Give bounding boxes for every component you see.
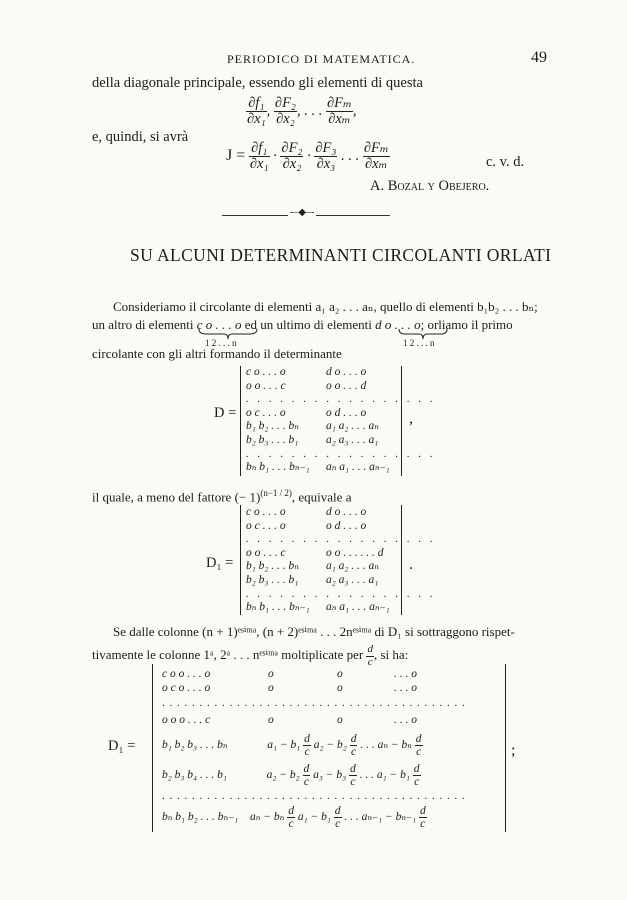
matrix-cell: aₙ a₁ . . . aₙ₋₁ [326,461,390,474]
matrix-dots: . . . . . . . . . . . . . . . . . [246,447,436,460]
d-label: D = [214,405,237,421]
frac-d-over-c: $\frac{d}{c}$ [303,763,310,789]
intro-line-1: della diagonale principale, essendo gli elementi di questa [92,75,423,91]
d-trailing: , [409,410,413,427]
matrix-dots: . . . . . . . . . . . . . . . . . . . . . . . . . . . . . . . . . . . . . . . . . [162,790,466,802]
matrix-cell: a₁ a₂ . . . aₙ [326,560,379,573]
divider-ornament: -–◆–- [290,207,315,218]
j-formula: J = $\frac{\text{∂f₁}}{\text{∂x₁}}$ · $\frac{\text{∂F₂}}{\text{∂x₂}}$ · $\frac{\text{∂F₃}}{\text{∂x₃}}$ . . . $\frac{\text{∂Fₘ}}{\text{∂xₘ}}$ [226,140,389,173]
matrix-cell: o o . . . c [246,546,286,559]
brace-label-2: 1 2 . . . n [403,338,435,348]
matrix-cell: a₁ a₂ . . . aₙ [326,420,379,433]
para3-line2: tivamente le colonne 1ᵃ, 2ᵃ . . . nᵉˢⁱᵐᵃ moltiplicate per $\frac{d}{c}$ , si ha: [92,643,409,668]
author: A. Bozal y Obejero. [370,178,490,194]
frac-d-over-c: $\frac{d}{c}$ [415,733,422,759]
d1b-bar-right [505,664,506,832]
section-title: SU ALCUNI DETERMINANTI CIRCOLANTI ORLATI [130,245,552,265]
matrix-cell: b₂ b₃ . . . b₁ [246,433,299,446]
d1b-top-c3: . . . o . . . o [394,668,417,694]
d1b-top-c2: o o [337,668,343,694]
matrix-cell: b₁ b₂ . . . bₙ [246,420,299,433]
running-title: PERIODICO DI MATEMATICA. [227,52,416,66]
diag-frac-3: $\frac{\text{∂Fₘ}}{\text{∂xₘ}}$ [326,95,352,128]
d1-col-right [326,506,390,615]
diag-frac-2: $\frac{\text{∂F₂}}{\text{∂x₂}}$ [274,95,296,128]
matrix-cell: o c o . . . o [162,682,211,694]
frac-d-over-c: $\frac{d}{c}$ [413,763,420,789]
matrix-cell: o d . . . o [326,406,367,419]
brace-group-c: c o . . . o [196,317,242,332]
matrix-cell: o o . . . . . . d [326,546,384,559]
page-number: 49 [531,49,547,66]
frac-d-over-c: $\frac{d}{c}$ [304,733,310,759]
d1-bar-left [240,505,241,615]
matrix-cell: d o . . . o [326,366,367,378]
para1-line3: circolante con gli altri formando il determinante [92,346,342,361]
qed: c. v. d. [486,154,525,170]
diag-frac-1: $\frac{\text{∂f₁}}{\text{∂x₁}}$ [247,95,266,128]
matrix-dots: . . . . . . . . . . . . . . . . . [246,587,436,600]
d-bar-left [240,366,241,476]
frac-d-over-c: $\frac{d}{c}$ [350,733,357,759]
d1b-top-c1: o o [268,668,274,694]
para2: il quale, a meno del fattore (− 1)$^{(n-1 / 2)}$, equivale a [92,488,352,505]
matrix-cell: bₙ b₁ . . . bₙ₋₁ [246,601,310,614]
frac-d-over-c: $\frac{d}{c}$ [419,805,426,831]
d1b-brow-n: bₙ b₁ b₂ . . . bₙ₋₁ aₙ − bₙ $\frac{d}{c}$ a₁ − b₁ $\frac{d}{c}$ . . . aₙ₋₁ − bₙ₋₁ $\frac{d}{c}$ [162,805,426,831]
j-frac-1: $\frac{\text{∂f₁}}{\text{∂x₁}}$ [249,140,269,173]
d1b-brow-2: b₂ b₃ b₄ . . . b₁ a₂ − b₂ $\frac{d}{c}$ a₃ − b₃ $\frac{d}{c}$ . . . a₁ − b₁ $\frac{d}{c}$ [162,763,420,789]
frac-d-over-c: $\frac{d}{c}$ [288,805,294,831]
matrix-cell: o o . . . c [246,379,286,392]
matrix-cell: o c . . . o [246,406,286,419]
matrix-cell: o [268,714,274,726]
matrix-cell: o [337,714,343,726]
matrix-cell: c o o . . . o [162,668,211,680]
matrix-cell: c o . . . o [246,366,286,378]
matrix-cell: b₁ b₂ . . . bₙ [246,560,299,573]
matrix-cell: o d . . . o [326,519,367,532]
para1-line2: un altro di elementi c o . . . o ed un ultimo di elementi d o . . . o; orliamo il primo [92,317,513,332]
d1b-top-left [162,667,210,695]
matrix-cell: bₙ b₁ . . . bₙ₋₁ [246,461,310,474]
d-col-right [326,366,390,475]
matrix-cell: o o o . . . c [162,714,211,726]
brace-label-1: 1 2 . . . n [205,338,237,348]
factor-exponent: (n−1 / 2) [260,488,292,498]
d1b-brow-1: b₁ b₂ b₃ . . . bₙ a₁ − b₁ $\frac{d}{c}$ a₂ − b₂ $\frac{d}{c}$ . . . aₙ − bₙ $\frac{d}{c}$ [162,733,422,759]
j-frac-4: $\frac{\text{∂Fₘ}}{\text{∂xₘ}}$ [363,140,389,173]
matrix-cell: o c . . . o [246,519,286,532]
brace-group-d: d o . . . o [375,317,421,332]
intro-line-2: e, quindi, si avrà [92,129,189,145]
para3-line1: Se dalle colonne (n + 1)ᵉˢⁱᵐᵃ, (n + 2)ᵉˢⁱᵐᵃ . . . 2nᵉˢⁱᵐᵃ di D₁ si sottraggono rispet- [113,624,515,639]
matrix-dots: . . . . . . . . . . . . . . . . . . . . . . . . . . . . . . . . . . . . . . . . . [162,697,466,709]
frac-d-over-c: $\frac{d}{c}$ [334,805,341,831]
matrix-cell: a₂ a₃ . . . a₁ [326,573,379,586]
matrix-cell: d o . . . o [326,506,367,518]
d1-label: D₁ = [206,555,234,571]
frac-d-over-c: $\frac{d}{c}$ [350,763,356,789]
matrix-cell: o o . . . d [326,379,367,392]
matrix-cell: c o . . . o [246,506,286,518]
d1b-label: D₁ = [108,738,136,754]
diagonal-elements: $\frac{\text{∂f₁}}{\text{∂x₁}}$ , $\frac{\text{∂F₂}}{\text{∂x₂}}$ , . . . $\frac{\text{∂Fₘ}}{\text{∂xₘ}}$ , [247,95,357,128]
matrix-cell: a₂ a₃ . . . a₁ [326,433,379,446]
d1b-bar-left [152,664,153,832]
d1b-trailing: ; [511,742,516,759]
matrix-cell: aₙ a₁ . . . aₙ₋₁ [326,601,390,614]
matrix-cell: b₂ b₃ . . . b₁ [246,573,299,586]
j-frac-3: $\frac{\text{∂F₃}}{\text{∂x₃}}$ [315,140,337,173]
para1-line1: Consideriamo il circolante di elementi a₁ a₂ . . . aₙ, quello di elementi b₁b₂ . . . bₙ; [113,299,538,314]
j-frac-2: $\frac{\text{∂F₂}}{\text{∂x₂}}$ [281,140,303,173]
d1-trailing: . [409,556,413,573]
matrix-cell: . . . o [394,714,417,726]
matrix-dots: . . . . . . . . . . . . . . . . . [246,393,436,406]
matrix-dots: . . . . . . . . . . . . . . . . . [246,533,436,546]
ratio-frac: $\frac{d}{c}$ [367,643,373,668]
